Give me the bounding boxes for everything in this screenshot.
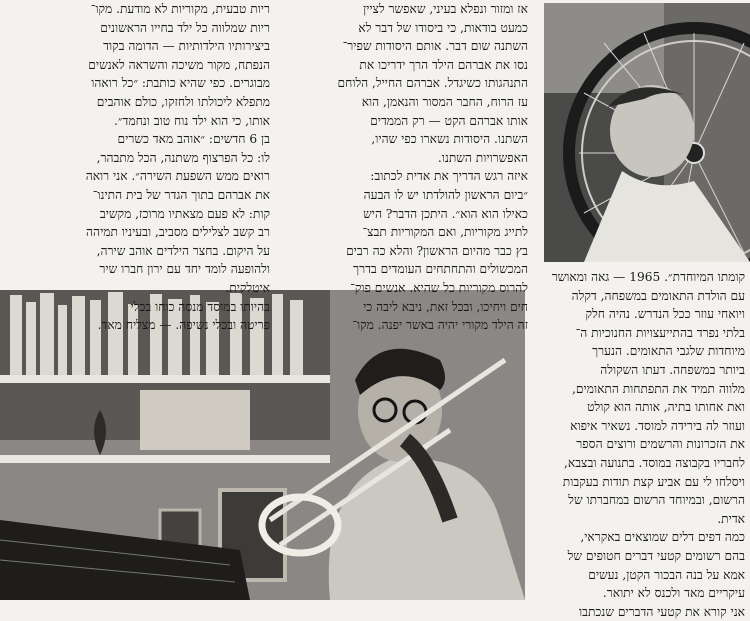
- text-line: ביותר במשפחה. דעתו השקולה: [600, 362, 745, 377]
- text-column-middle: [288, 0, 528, 335]
- text-line: ואת אחותו בתיה, אותה הוא קולט: [587, 400, 745, 415]
- text-line: כמה דפים דלים שמוצאים באקראי,: [580, 530, 745, 545]
- text-line: השתנו. היסודות נשארו כפי שהיו,: [371, 132, 528, 147]
- text-line: מתפלא ליכולתו ולחזקו, כולם אוהבים: [96, 94, 270, 109]
- text-line: להרוס מקוריות כל שהיא. אנשים פוק־: [350, 280, 528, 295]
- text-line: התנהגותו כשיגדל. אברהם החייל, הלוחם: [337, 76, 528, 91]
- text-column-left: [20, 0, 270, 335]
- text-line: האפשרויות השתנו.: [437, 150, 528, 165]
- text-line: ויסלחו לי עם אביע קצת תודות בעקבות: [562, 474, 745, 489]
- bicycle-wheel-photo: [544, 3, 750, 262]
- text-line: את הזכרונות והרשמים ורוצים הספר: [576, 437, 745, 452]
- text-line: בלתי נפרד בהתייעצויות החנוכיות ה־: [575, 325, 745, 340]
- text-line: אותו אברהם הקט — רק הממדים: [370, 113, 528, 128]
- bicycle-wheel-illustration: [544, 3, 750, 262]
- text-line: המכשולים והתחתחים העומדים בדרך: [353, 262, 528, 277]
- text-line: לחבריו בקבוצה במוסד. בתנועה ובצבא,: [564, 455, 745, 470]
- text-line: מבוגרים. כפי שהיא כותבת: ״כל רואהו: [91, 76, 270, 91]
- text-line: איזה רגש הדריך את אדית לכתוב:: [370, 169, 528, 184]
- text-line: ריות שמלווה כל ילד בחייו הראשונים: [100, 20, 270, 35]
- text-column-right: [533, 268, 745, 621]
- text-line: בהם רשומים קטעי דברים חטופים של: [567, 548, 745, 563]
- text-line: מיוחדות שלגבי התאומים. הנערך: [592, 344, 745, 359]
- text-line: זה הילד מקורי יהיה באשר יפנה. מקו־: [352, 318, 528, 333]
- text-line: רב קשב לצלילים מסביב, ובעיניו תמיהה: [86, 225, 270, 240]
- text-line: בהיותו במוסד מנסה כוחו בכלי: [130, 299, 270, 314]
- text-line: הנפתח, מקור משיכה והשראה לאנשים: [88, 57, 270, 72]
- paragraph-left: [20, 0, 270, 335]
- text-line: מלווה תמיד את התפתחות התאומים,: [572, 381, 745, 396]
- text-line: אותו, כי הוא ילד נוח טוב ונחמד״.: [114, 113, 270, 128]
- text-line: לתייג מקוריות, ואם המקוריות תבצ־: [362, 225, 528, 240]
- text-line: ולהופעה לומד יחד עם ירון חברו שיר: [99, 262, 270, 277]
- text-line: חים ויחיכו, ובכל זאת, ניבא ליבה כי: [363, 299, 528, 314]
- text-line: רואים ממש השפעת השירה״. אני רואה: [85, 169, 270, 184]
- text-line: בץ כבר מהיום הראשון? והלא כה רבים: [346, 243, 528, 258]
- text-line: איטלקית.: [225, 280, 270, 295]
- text-line: אדית.: [717, 511, 745, 526]
- text-line: כאילו הוא הוא״. היתכן הדבר? היש: [363, 206, 528, 221]
- text-line: השתנה שום דבר. אותם היסודות שפיר־: [342, 39, 528, 54]
- text-line: אני קורא את קטעי הדברים שנכתבו: [578, 604, 745, 619]
- text-line: עז הרוח, החבר המסור והנאמן, הוא: [361, 94, 528, 109]
- text-line: כמעט בודאות, כי ביסודו של דבר לא: [358, 20, 528, 35]
- text-line: אמא על בנה הבכור הקטן, נעשים: [588, 567, 745, 582]
- text-line: עם הולדת התאומים במשפחה, דקלה: [571, 288, 745, 303]
- paragraph-right: [533, 268, 745, 621]
- trombone-player-photo: [0, 290, 525, 600]
- text-line: ועוזר לה בירידה למוסד. נשאיר איפוא: [570, 418, 745, 433]
- text-line: בן 6 חדשים: ״אוהב מאד כשרים: [117, 132, 270, 147]
- text-line: עיקריים מאד ולכנס לא יתואר.: [602, 586, 745, 601]
- text-line: קומתו המיוחדת״. 1965 — גאה ומאושר: [551, 270, 745, 284]
- text-line: לו: כל הפרצוף משתנה, הכל מתבהר,: [96, 150, 270, 165]
- paragraph-middle: [288, 0, 528, 335]
- text-line: קות: לא פעם מצאתיו מרוכז, מקשיב: [99, 206, 270, 221]
- text-line: נסו את אברהם הילד הרך ידריכו את: [359, 57, 528, 72]
- text-line: על היקום. בחצר הילדים אוהב שירה,: [96, 243, 270, 258]
- text-line: פריטה ובכלי נשיפה. — מצליח מאד.: [97, 318, 270, 333]
- text-line: ריות טבעית, מקוריות לא מודעת. מקו־: [90, 2, 270, 16]
- text-line: הרשום, ובמיוחד הרשום במחברתו של: [568, 493, 745, 508]
- text-line: את אברהם בתוך הגדר של בית התינו־: [92, 187, 270, 202]
- text-line: ״ביום הראשון להולדתו יש לו הבעה: [363, 187, 528, 202]
- trombone-player-illustration: [0, 290, 525, 600]
- text-line: ביצירותיו הילדותיות — הדומה בקוד: [103, 39, 270, 54]
- text-line: ויואחי עוזר ככל הנדרש. נהיה חלק: [585, 307, 745, 322]
- text-line: אז ומזור ונפלא בעיני, שאפשר לציין: [363, 2, 528, 16]
